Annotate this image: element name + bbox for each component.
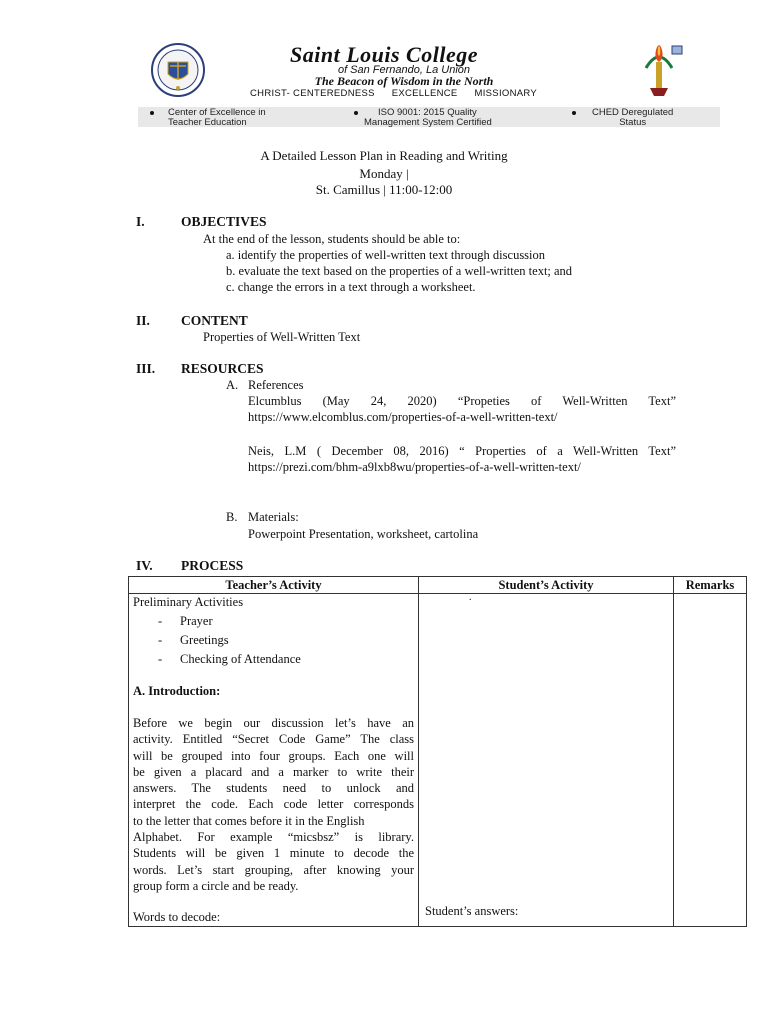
student-answers-label: Student’s answers: <box>425 904 519 918</box>
reference-url: https://www.elcomblus.com/properties-of-a-well-written-text/ <box>248 410 558 424</box>
objective-item: a. identify the properties of well-written text through discussion <box>226 248 546 262</box>
list-item: - Prayer <box>133 612 414 631</box>
student-dot: . <box>469 592 472 603</box>
student-activity-cell <box>419 594 674 927</box>
reference-citation: Neis, L.M ( December 08, 2016) “ Properties of a Well-Written Text” <box>248 444 676 458</box>
college-motto: The Beacon of Wisdom in the North <box>314 74 494 88</box>
reference-citation: Elcumblus (May 24, 2020) “Propeties of Well-Written Text” <box>248 394 676 408</box>
core-value: MISSIONARY <box>474 88 537 99</box>
introduction-paragraph: Before we begin our discussion let’s have an activity. Entitled “Secret Code Game” The class will be grouped into four groups. Each one will be given a placard and a marker to write their answers. The students need to unlock and interpret the code. Each code letter corresponds to the letter that comes before it in the English Alphabet. For example “micsbsz” is library. Students will be given 1 minute to decode the words. Let’s start grouping, after knowing your group form a circle and be ready. <box>133 716 414 893</box>
college-name: Saint Louis College <box>290 42 478 67</box>
section-number: IV. <box>136 558 153 573</box>
materials-title: Materials: <box>248 510 299 524</box>
preliminary-heading: Preliminary Activities <box>133 595 244 609</box>
accreditation-band <box>138 107 720 127</box>
lesson-day: Monday | <box>359 166 409 181</box>
lesson-plan-title: A Detailed Lesson Plan in Reading and Writing <box>260 148 508 163</box>
references-title: References <box>248 378 304 392</box>
core-value: CHRIST- CENTEREDNESS <box>250 88 375 99</box>
column-header-teacher: Teacher’s Activity <box>129 577 419 594</box>
column-header-remarks: Remarks <box>674 577 747 594</box>
list-item: - Checking of Attendance <box>133 650 414 669</box>
section-number: III. <box>136 361 156 376</box>
accreditation-item: Center of Excellence in Teacher Education <box>168 107 266 128</box>
resource-label: B. <box>226 510 238 524</box>
college-location: of San Fernando, La Union <box>337 64 471 76</box>
section-heading-process: PROCESS <box>181 558 244 573</box>
materials-list: Powerpoint Presentation, worksheet, cartolina <box>248 527 479 541</box>
torch-logo <box>628 38 690 100</box>
core-values <box>250 88 551 99</box>
section-number: II. <box>136 313 150 328</box>
accreditation-item: CHED Deregulated Status <box>592 107 674 128</box>
table-header-row <box>129 577 747 594</box>
objective-item: b. evaluate the text based on the properties of a well-written text; and <box>226 264 573 278</box>
column-header-student: Student’s Activity <box>419 577 674 594</box>
words-to-decode-label: Words to decode: <box>133 910 221 924</box>
lesson-section-time: St. Camillus | 11:00-12:00 <box>315 182 453 197</box>
section-heading-objectives: OBJECTIVES <box>181 214 267 229</box>
preliminary-list <box>133 612 414 669</box>
objective-item: c. change the errors in a text through a worksheet. <box>226 280 476 294</box>
accreditation-item: ISO 9001: 2015 Quality Management System Certified <box>364 107 492 128</box>
process-table <box>128 576 747 927</box>
resource-label: A. <box>226 378 239 392</box>
teacher-activity-cell <box>129 594 419 927</box>
reference-url: https://prezi.com/bhm-a9lxb8wu/properties-of-a-well-written-text/ <box>248 460 581 474</box>
table-row <box>129 594 747 927</box>
section-number: I. <box>136 214 145 229</box>
content-text: Properties of Well-Written Text <box>203 330 361 344</box>
introduction-heading: A. Introduction: <box>133 684 221 698</box>
bullet-icon <box>150 111 154 115</box>
remarks-cell <box>674 594 747 927</box>
objectives-intro: At the end of the lesson, students should be able to: <box>203 232 461 246</box>
list-item: - Greetings <box>133 631 414 650</box>
section-heading-content: CONTENT <box>181 313 248 328</box>
bullet-icon <box>572 111 576 115</box>
core-value: EXCELLENCE <box>391 88 458 99</box>
bullet-icon <box>354 111 358 115</box>
section-heading-resources: RESOURCES <box>181 361 264 376</box>
